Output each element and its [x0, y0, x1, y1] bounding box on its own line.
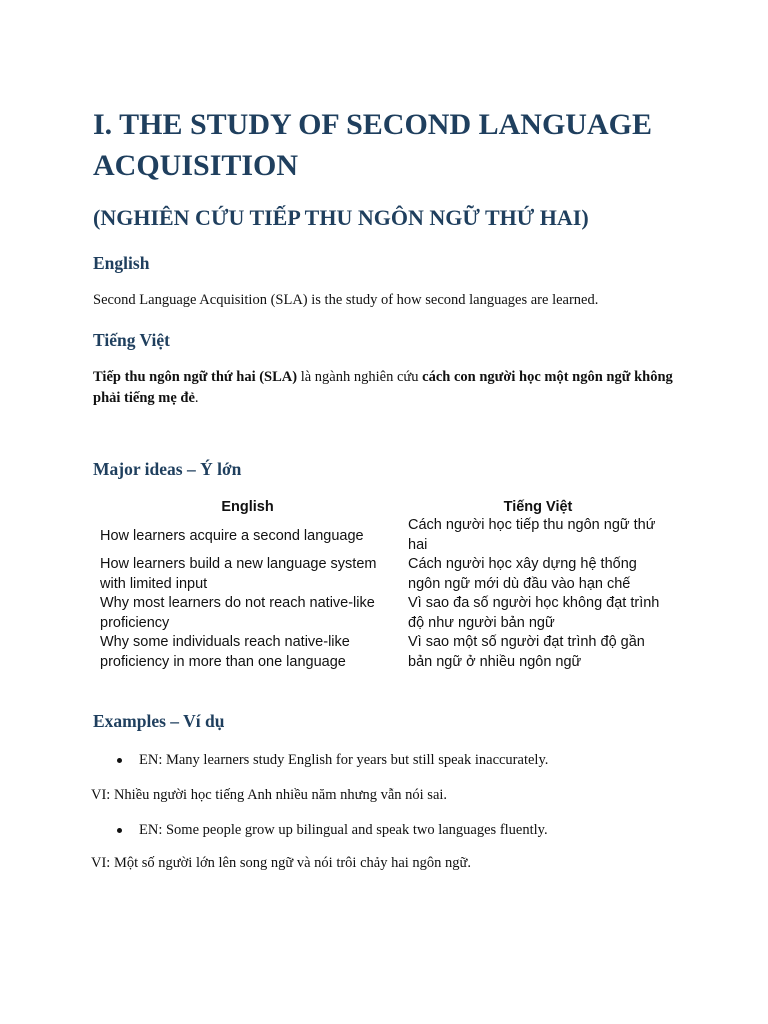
- example-bullet-1: [117, 750, 548, 771]
- bullet-icon: [117, 758, 122, 763]
- example-bullet-2: [117, 820, 548, 841]
- bullet-icon: [117, 828, 122, 833]
- table-header-vietnamese: Tiếng Việt: [503, 499, 573, 515]
- example-en-1: EN: Many learners study English for years but still speak inaccurately.: [139, 752, 549, 768]
- vietnamese-paragraph: [93, 367, 683, 409]
- table-cell-vi-1: Cách người học tiếp thu ngôn ngữ thứ hai: [408, 517, 656, 553]
- table-header-english: English: [221, 499, 274, 515]
- example-vi-1: VI: Nhiều người học tiếng Anh nhiều năm nhưng vẫn nói sai.: [91, 787, 448, 803]
- english-paragraph: Second Language Acquisition (SLA) is the study of how second languages are learned.: [93, 292, 599, 308]
- table-cell-vi-2: Cách người học xây dựng hệ thống ngôn ngữ mới dù đầu vào hạn chế: [408, 556, 637, 592]
- table-cell-en-2: How learners build a new language system with limited input: [100, 556, 377, 592]
- english-heading: English: [93, 253, 150, 273]
- vi-bold-definition: cách con người học một ngôn ngữ không phải tiếng mẹ đẻ: [93, 369, 673, 406]
- vietnamese-heading: Tiếng Việt: [93, 330, 170, 350]
- examples-heading: Examples – Ví dụ: [93, 711, 225, 731]
- table-cell-en-4: Why some individuals reach native-like proficiency in more than one language: [100, 634, 350, 670]
- major-ideas-heading: Major ideas – Ý lớn: [93, 459, 242, 479]
- vi-normal-text: là ngành nghiên cứu: [297, 369, 423, 385]
- vi-period: .: [194, 390, 199, 406]
- example-en-2: EN: Some people grow up bilingual and speak two languages fluently.: [139, 822, 548, 838]
- table-cell-vi-3: Vì sao đa số người học không đạt trình độ như người bản ngữ: [408, 595, 660, 631]
- vi-bold-term: Tiếp thu ngôn ngữ thứ hai (SLA): [93, 369, 298, 385]
- example-vi-2: VI: Một số người lớn lên song ngữ và nói trôi chảy hai ngôn ngữ.: [91, 855, 472, 871]
- table-cell-en-1: How learners acquire a second language: [100, 528, 364, 544]
- table-cell-en-3: Why most learners do not reach native-like proficiency: [100, 595, 375, 631]
- page-title: I. THE STUDY OF SECOND LANGUAGE ACQUISITION: [93, 108, 652, 182]
- page-subtitle: (NGHIÊN CỨU TIẾP THU NGÔN NGỮ THỨ HAI): [93, 205, 589, 230]
- table-cell-vi-4: Vì sao một số người đạt trình độ gần bản ngữ ở nhiều ngôn ngữ: [408, 634, 645, 670]
